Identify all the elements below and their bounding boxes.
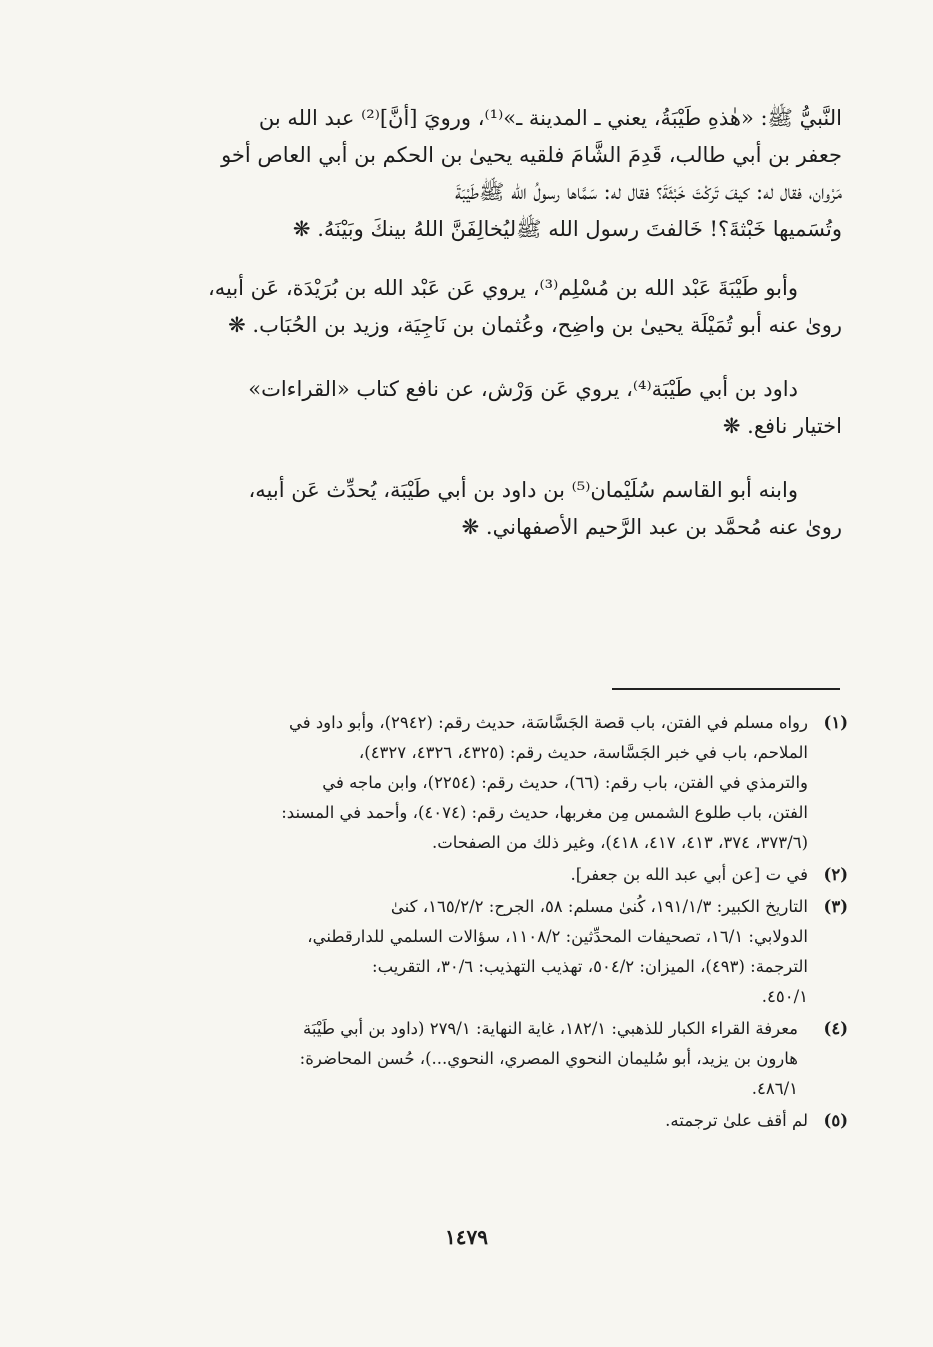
footnote-number: (١) [823, 713, 848, 732]
footnote-line: (٣٧٣/٦، ٣٧٤، ٤١٣، ٤١٧، ٤١٨)، وغير ذلك من الصفحات. [432, 833, 808, 852]
text-line: داود بن أبي طَيْبَة⁽⁴⁾، يروي عَن وَرْش، عن نافع كتاب «القراءات» [248, 377, 798, 401]
footnote-5 [148, 1106, 848, 1136]
text-line: روىٰ عنه مُحمَّد بن عبد الرَّحيم الأصفهاني. ❋ [461, 515, 842, 539]
entry-abu-tayba [150, 270, 842, 344]
footnote-body [148, 1106, 808, 1136]
main-text [150, 100, 842, 573]
text-line: مَرْوان، فقال له: كيفَ تَركْتَ خَبْثَةَ؟ فقال له: سَمَّاها رسولُ الله ﷺطَيْبَةَ [455, 180, 842, 204]
footnote-line: الدولابي: ١٦/١، تصحيفات المحدِّثين: ١١٠٨/٢، سؤالات السلمي للدارقطني، [307, 927, 808, 946]
footnote-line: التاريخ الكبير: ١٩١/١/٣، كُنىٰ مسلم: ٥٨، الجرح: ١٦٥/٢/٢، كنىٰ [390, 897, 808, 916]
footnote-line: لم أقف علىٰ ترجمته. [665, 1111, 808, 1130]
footnote-body [148, 1014, 798, 1104]
entry-tayba-hadith [150, 100, 842, 248]
footnotes [148, 708, 848, 1138]
text-line: جعفر بن أبي طالب، قَدِمَ الشَّامَ فلقيه يحيىٰ بن الحكم بن أبي العاص أخو [221, 143, 842, 167]
footnote-number: (٢) [823, 865, 848, 884]
footnote-line: هارون بن يزيد، أبو سُليمان النحوي المصري، النحوي...)، حُسن المحاضرة: [299, 1049, 798, 1068]
footnote-line: رواه مسلم في الفتن، باب قصة الجَسَّاسَة، حديث رقم: (٢٩٤٢)، وأبو داود في [288, 713, 808, 732]
footnote-divider [612, 688, 840, 690]
footnote-3 [148, 892, 848, 1012]
footnote-body [148, 892, 808, 1012]
footnote-4 [148, 1014, 848, 1104]
footnote-1 [148, 708, 848, 858]
footnote-number: (٣) [823, 897, 848, 916]
footnote-line: ٤٨٦/١. [751, 1079, 798, 1098]
entry-dawud [150, 371, 842, 445]
footnote-2 [148, 860, 848, 890]
footnote-body [148, 708, 808, 858]
footnote-line: الترجمة: (٤٩٣)، الميزان: ٥٠٤/٢، تهذيب التهذيب: ٣٠/٦، التقريب: [372, 957, 808, 976]
footnote-line: الفتن، باب طلوع الشمس مِن مغربها، حديث رقم: (٤٠٧٤)، وأحمد في المسند: [281, 803, 808, 822]
text-line: وابنه أبو القاسم سُلَيْمان⁽⁵⁾ بن داود بن أبي طَيْبَة، يُحدِّث عَن أبيه، [248, 478, 798, 502]
page-number: ١٤٧٩ [445, 1225, 488, 1249]
text-line: وأبو طَيْبَةَ عَبْد الله بن مُسْلِم⁽³⁾، يروي عَن عَبْد الله بن بُرَيْدَة، عَن أبيه، [207, 276, 798, 300]
text-line: النَّبيُّ ﷺ: «هٰذهِ طَيْبَةُ، يعني ـ المدينة ـ»⁽¹⁾، ورويَ [أنَّ]⁽²⁾ عبد الله بن [258, 106, 842, 130]
entry-sulayman [150, 472, 842, 546]
footnote-number: (٥) [823, 1111, 848, 1130]
footnote-line: في ت [عن أبي عبد الله بن جعفر]. [570, 865, 808, 884]
footnote-line: ٤٥٠/١. [761, 987, 808, 1006]
footnote-body [148, 860, 808, 890]
footnote-line: الملاحم، باب في خبر الجَسَّاسة، حديث رقم: (٤٣٢٥، ٤٣٢٦، ٤٣٢٧)، [358, 743, 808, 762]
text-line: اختيار نافع. ❋ [722, 414, 842, 438]
footnote-line: معرفة القراء الكبار للذهبي: ١٨٢/١، غاية النهاية: ٢٧٩/١ (داود بن أبي طَيْبَة [303, 1019, 798, 1038]
text-line: وتُسَميها خَبْثةَ؟! خَالفتَ رسول الله ﷺليُخالِفَنَّ اللهُ بينكَ وبَيْنَهُ. ❋ [292, 217, 842, 241]
footnote-line: والترمذي في الفتن، باب رقم: (٦٦)، حديث رقم: (٢٢٥٤)، وابن ماجه في [322, 773, 808, 792]
text-line: روىٰ عنه أبو تُمَيْلَة يحيىٰ بن واضِح، وعُثمان بن نَاجِيَة، وزيد بن الحُبَاب. ❋ [228, 313, 842, 337]
footnote-number: (٤) [823, 1019, 848, 1038]
